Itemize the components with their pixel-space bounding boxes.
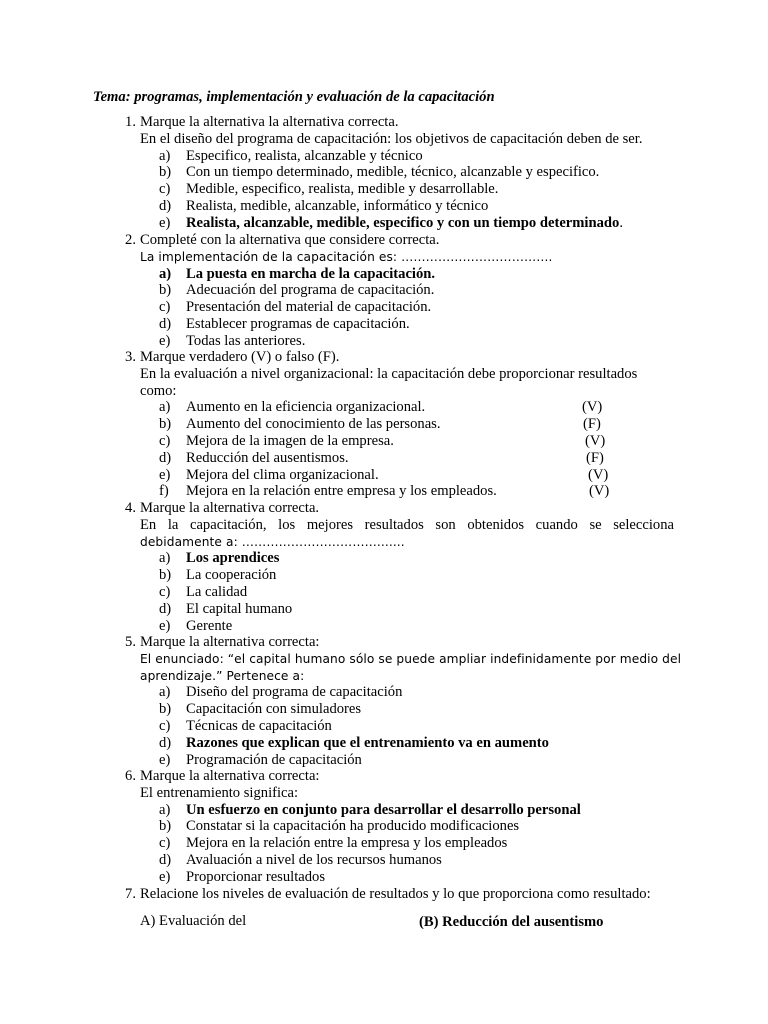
question-instruction: Marque la alternativa la alternativa correcta.	[140, 114, 399, 130]
question-number: 3.	[125, 349, 136, 365]
question-instruction: Relacione los niveles de evaluación de resultados y lo que proporciona como resultado:	[140, 886, 651, 902]
answer-mark: (F)	[583, 416, 601, 433]
question-prompt-cont: aprendizaje.” Pertenece a:	[140, 668, 305, 683]
question-prompt: En la evaluación a nivel organizacional: la capacitación debe proporcionar resultados	[140, 365, 638, 382]
question-prompt-cont: como:	[140, 382, 177, 399]
question-instruction: Marque la alternativa correcta:	[140, 768, 320, 784]
question-number: 7.	[125, 886, 136, 902]
answer-mark: (F)	[586, 449, 604, 466]
question-prompt-cont: debidamente a: …………………………….......	[140, 534, 405, 549]
question-number: 2.	[125, 232, 136, 248]
question-number: 4.	[125, 500, 136, 516]
question-instruction: Marque verdadero (V) o falso (F).	[140, 349, 340, 365]
question-prompt: El entrenamiento significa:	[140, 784, 299, 801]
question-number: 6.	[125, 768, 136, 784]
question-prompt: La implementación de la capacitación es: ……………………………….	[140, 249, 553, 264]
question-prompt: En la capacitación, los mejores resultados son obtenidos cuando se selecciona	[140, 516, 674, 533]
answer-mark: (V)	[585, 432, 606, 449]
question-prompt: En el diseño del programa de capacitación: los objetivos de capacitación deben de ser.	[140, 130, 643, 147]
match-right-item: (B) Reducción del ausentismo	[419, 914, 604, 930]
answer-mark: (V)	[589, 483, 610, 500]
document-title: Tema: programas, implementación y evaluación de la capacitación	[93, 89, 495, 105]
question-instruction: Marque la alternativa correcta:	[140, 634, 320, 650]
question-instruction: Completé con la alternativa que considere correcta.	[140, 232, 440, 248]
document-page: Tema: programas, implementación y evaluación de la capacitación 1. Marque la alternativa la alternativa correcta. En el diseño del programa de capacitación: los objetivos de capacitación deben de ser. a) Especifico, realista, alcanzable y técnico b) Con un tiempo determinado, medible, técnico, alcanzable y especifico. c) Medible, especifico, realista, medible y desarrollable. d) Realista, medible, alcanzable, informático y técnico e) Realista, alcanzable, medible, especifico y con un tiempo determinado. 2. Completé con la alternativa que considere correcta. La implementación de la capacitación es: ………………………………. a) La puesta en marcha de la capacitación. b) Adecuación del programa de capacitación. c) Presentación del material de capacitación. d) Establecer programas de capacitación. e) Todas las anteriores. 3. Marque verdadero (V) o falso (F). En la evaluación a nivel organizacional: la capacitación debe proporcionar resultados como: a) Aumento en la eficiencia organizacional. (V) b) Aumento del conocimiento de las personas. (F) c) Mejora de la imagen de la empresa. (V) d) Reducción del ausentismos. (F) e) Mejora del clima organizacional. (V) f) Mejora en la relación entre empresa y los empleados. (V) 4. Marque la alternativa correcta. En la capacitación, los mejores resultados son obtenidos cuando se selecciona debidamente a: ……………………………....... a) Los aprendices b) La cooperación c) La calidad d) El capital humano e) Gerente 5. Marque la alternativa correcta: El enunciado: “el capital humano sólo se puede ampliar indefinidamente por medio del aprendizaje.” Pertenece a: a) Diseño del programa de capacitación b) Capacitación con simuladores c) Técnicas de capacitación d) Razones que explican que el entrenamiento va en aumento e) Programación de capacitación 6. Marque la alternativa correcta: El entrenamiento significa: a) Un esfuerzo en conjunto para desarrollar el desarrollo personal b) Constatar si la capacitación ha producido modificaciones c) Mejora en la relación entre la empresa y los empleados d) Avaluación a nivel de los recursos humanos e) Proporcionar resultados 7. Relacione los niveles de evaluación de resultados y lo que proporciona como resultado: A) Evaluación del (B) Reducción del ausentismo	[93, 89, 682, 930]
answer-mark: (V)	[582, 399, 603, 416]
question-instruction: Marque la alternativa correcta.	[140, 500, 320, 516]
question-number: 5.	[125, 634, 136, 650]
question-number: 1.	[125, 114, 136, 130]
answer-mark: (V)	[588, 466, 609, 483]
question-prompt: El enunciado: “el capital humano sólo se puede ampliar indefinidamente por medio del	[140, 651, 682, 666]
match-left-item: A) Evaluación del	[140, 913, 247, 929]
